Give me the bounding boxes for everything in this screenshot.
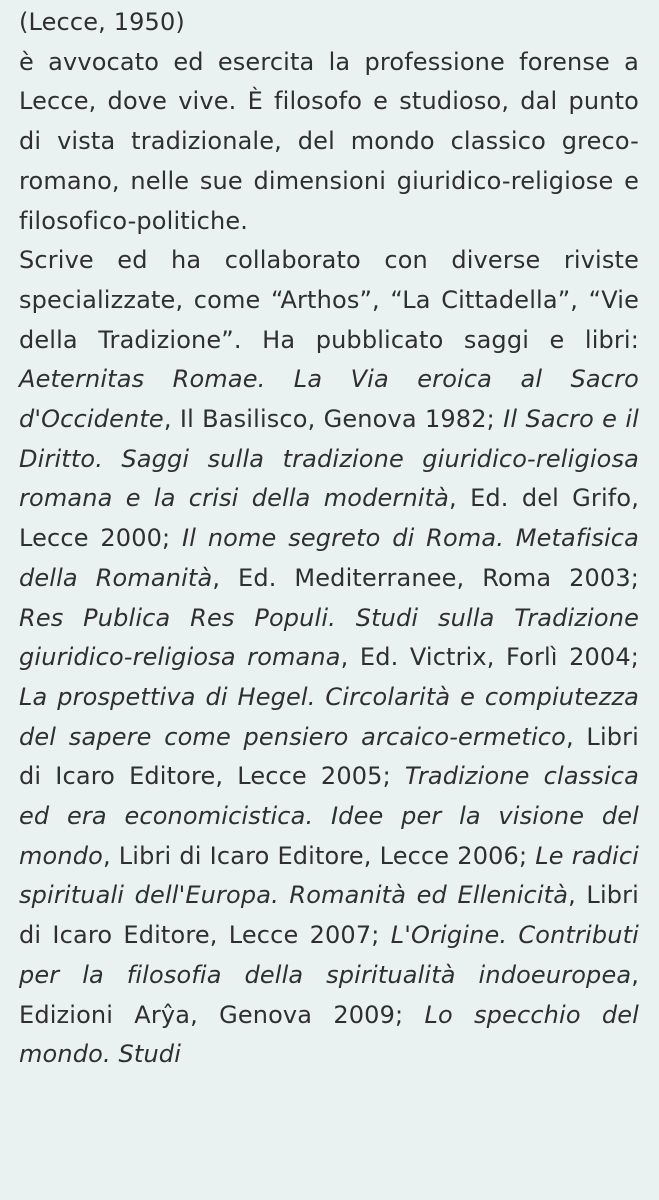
birth-place-year: (Lecce, 1950): [19, 8, 185, 36]
work-details: , Ed. Mediterranee, Roma 2003;: [212, 563, 639, 592]
work-title: Lo specchio del mondo. Studi: [19, 1000, 639, 1069]
work-title: Res Publica Res Populi. Studi sulla Tradizione giuridico-religiosa romana: [19, 603, 639, 672]
work-title: Aeternitas Romae. La Via eroica al Sacro d'Occidente: [19, 365, 639, 434]
work-details: , Libri di Icaro Editore, Lecce 2005;: [19, 722, 639, 791]
work-details: , Libri di Icaro Editore, Lecce 2006;: [102, 841, 536, 870]
bio-paragraph-publications: [19, 241, 639, 1075]
work-title: Le radici spirituali dell'Europa. Romanità ed Ellenicità: [19, 841, 639, 910]
work-details: , Libri di Icaro Editore, Lecce 2007;: [19, 881, 639, 950]
publications-intro: Scrive ed ha collaborato con diverse riviste specializzate, come “Arthos”, “La Cittadella”, “Vie della Tradizione”. Ha pubblicato saggi e libri:: [19, 246, 639, 354]
bio-paragraph-profession: è avvocato ed esercita la professione forense a Lecce, dove vive. È filosofo e studioso, dal punto di vista tradizionale, del mondo classico greco-romano, nelle sue dimensioni giuridico-religiose e filosofico-politiche.: [19, 47, 639, 235]
work-details: , Il Basilisco, Genova 1982;: [163, 405, 504, 434]
work-title: Il nome segreto di Roma. Metafisica della Romanità: [19, 524, 640, 592]
work-details: , Ed. del Grifo, Lecce 2000;: [19, 484, 639, 553]
work-title: L'Origine. Contributi per la filosofia della spiritualità indoeuropea: [19, 921, 639, 989]
work-details: , Ed. Victrix, Forlì 2004;: [340, 643, 639, 672]
work-title: La prospettiva di Hegel. Circolarità e compiutezza del sapere come pensiero arcaico-ermetico: [19, 682, 639, 751]
work-title: Tradizione classica ed era economicistica. Idee per la visione del mondo: [19, 762, 639, 870]
work-title: Il Sacro e il Diritto. Saggi sulla tradizione giuridico-religiosa romana e la crisi della modernità: [19, 405, 639, 513]
work-details: , Edizioni Arŷa, Genova 2009;: [19, 960, 639, 1029]
